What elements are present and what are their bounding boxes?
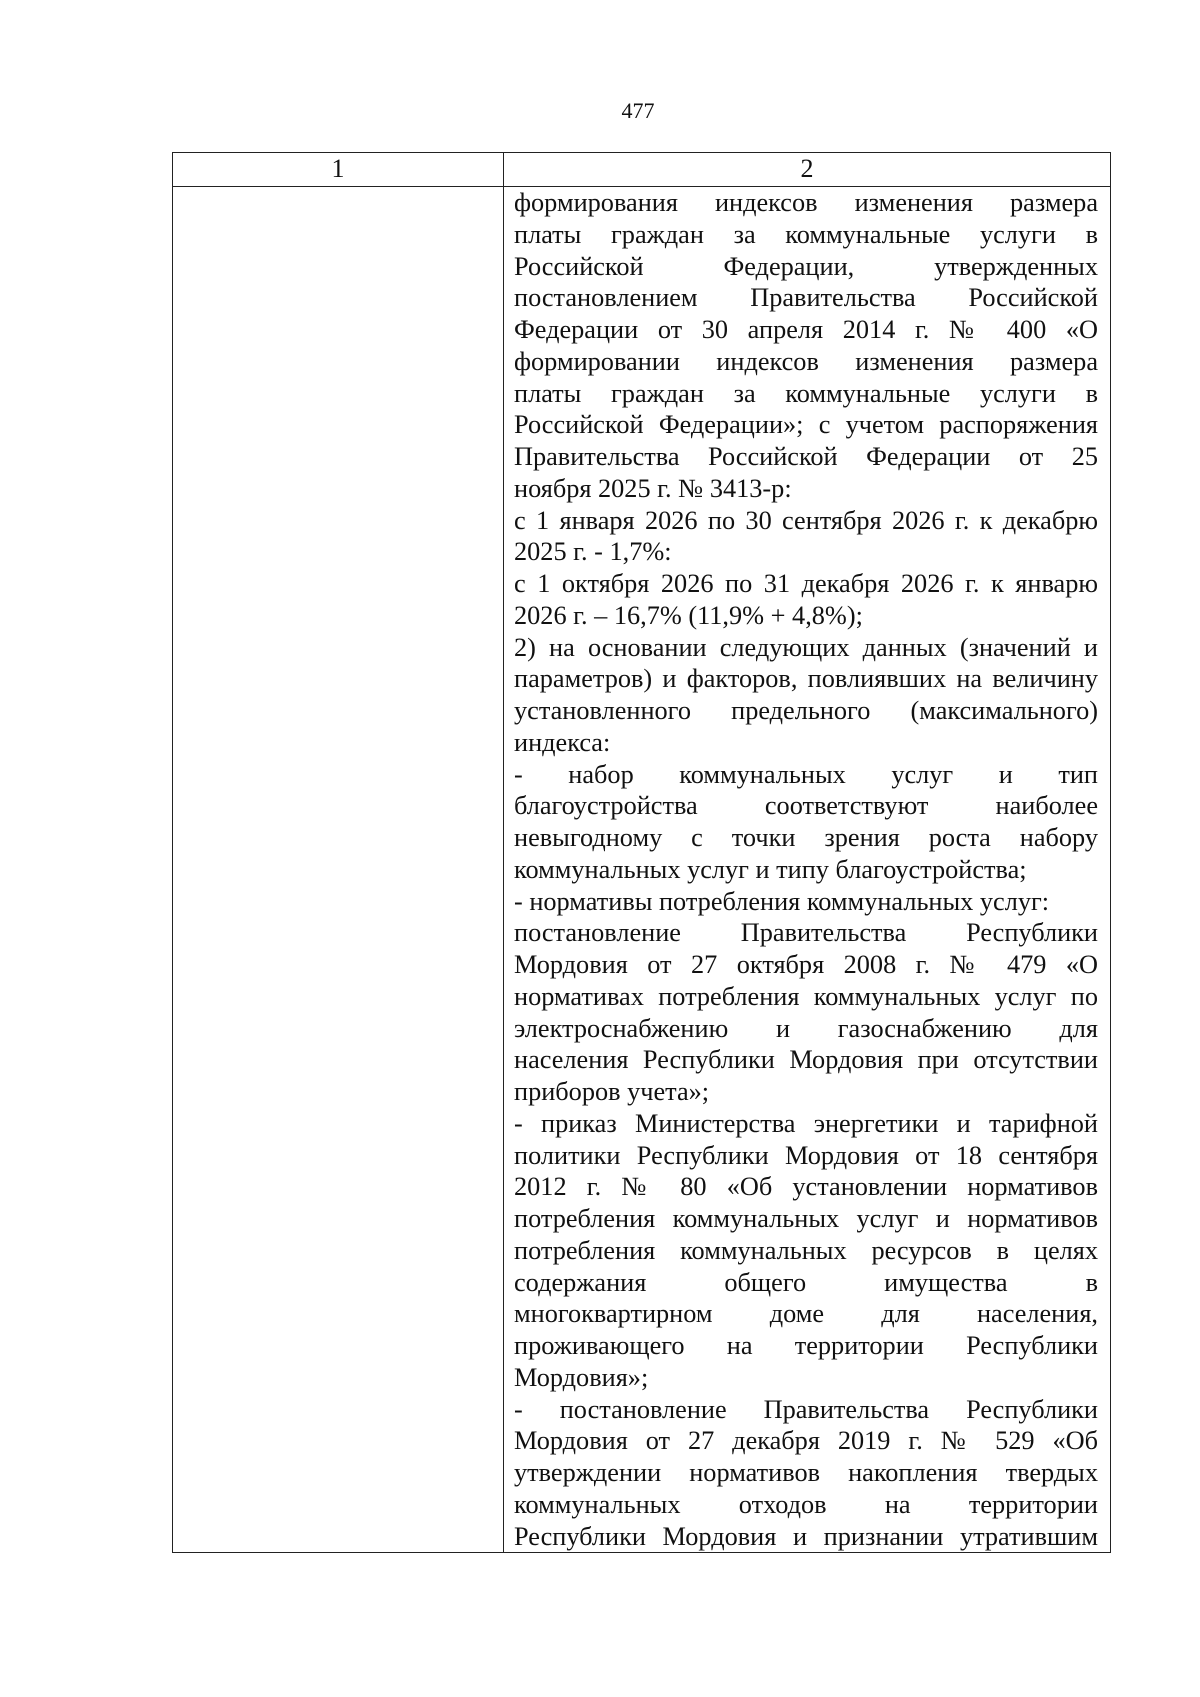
text-line: Мордовия от 27 декабря 2019 г. № 529 «Об <box>514 1426 1098 1456</box>
text-line: содержания общего имущества в <box>514 1267 1098 1297</box>
text-line: Федерации от 30 апреля 2014 г. № 400 «О <box>514 315 1098 344</box>
column-header-1: 1 <box>173 153 504 187</box>
text-line: потребления коммунальных ресурсов в целях <box>514 1235 1098 1265</box>
text-line: коммунальных услуг и типу благоустройства; <box>514 854 1027 884</box>
text-line: Республики Мордовия и признании утратившим <box>514 1521 1098 1551</box>
text-line: платы граждан за коммунальные услуги в <box>514 378 1098 408</box>
text-line: установленного предельного (максимального) <box>514 696 1098 725</box>
text-line: Российской Федерации»; с учетом распоряжения <box>514 410 1098 440</box>
text-line: коммунальных отходов на территории <box>514 1489 1098 1519</box>
table-row <box>173 187 1111 1553</box>
text-line: индекса: <box>514 727 611 757</box>
text-line: Российской Федерации, утвержденных <box>514 251 1098 281</box>
text-line: политики Республики Мордовия от 18 сентября <box>514 1140 1098 1170</box>
text-line: 2012 г. № 80 «Об установлении нормативов <box>514 1172 1098 1202</box>
text-line: с 1 октября 2026 по 31 декабря 2026 г. к январю <box>514 569 1098 598</box>
text-line: проживающего на территории Республики <box>514 1331 1098 1360</box>
text-line: потребления коммунальных услуг и нормативов <box>514 1204 1098 1233</box>
left-cell <box>173 187 504 1553</box>
text-line: - постановление Правительства Республики <box>514 1394 1098 1424</box>
text-line: населения Республики Мордовия при отсутствии <box>514 1045 1098 1075</box>
text-line: нормативах потребления коммунальных услуг по <box>514 981 1098 1011</box>
text-line: ноября 2025 г. № 3413-р: <box>514 473 792 503</box>
text-line: постановление Правительства Республики <box>514 918 1098 948</box>
text-line: - нормативы потребления коммунальных услуг: <box>514 886 1050 916</box>
column-header-2: 2 <box>504 153 1111 187</box>
table-header-row <box>173 153 1111 187</box>
text-line: Правительства Российской Федерации от 25 <box>514 442 1098 471</box>
text-line: платы граждан за коммунальные услуги в <box>514 219 1098 249</box>
text-line: утверждении нормативов накопления твердых <box>514 1458 1098 1487</box>
text-line: многоквартирном доме для населения, <box>514 1299 1098 1329</box>
text-line: 2) на основании следующих данных (значений и <box>514 632 1098 662</box>
text-line: формирования индексов изменения размера <box>514 188 1098 217</box>
text-line: невыгодному с точки зрения роста набору <box>514 823 1098 852</box>
page-number: 477 <box>621 98 655 123</box>
text-line: 2026 г. – 16,7% (11,9% + 4,8%); <box>514 600 863 630</box>
text-line: 2025 г. - 1,7%: <box>514 537 672 567</box>
cell-text <box>504 187 1110 1552</box>
text-line: - приказ Министерства энергетики и тарифной <box>514 1108 1098 1138</box>
text-line: благоустройства соответствуют наиболее <box>514 791 1098 821</box>
text-line: постановлением Правительства Российской <box>514 283 1098 313</box>
text-line: с 1 января 2026 по 30 сентября 2026 г. к декабрю <box>514 505 1098 535</box>
text-line: электроснабжению и газоснабжению для <box>514 1013 1098 1043</box>
text-line: - набор коммунальных услуг и тип <box>514 759 1098 789</box>
text-line: приборов учета»; <box>514 1077 710 1106</box>
right-cell <box>504 187 1111 1553</box>
text-line: Мордовия»; <box>514 1362 649 1392</box>
document-table <box>172 152 1111 1553</box>
text-line: Мордовия от 27 октября 2008 г. № 479 «О <box>514 950 1098 979</box>
text-line: формировании индексов изменения размера <box>514 346 1098 376</box>
text-line: параметров) и факторов, повлиявших на величину <box>514 664 1098 694</box>
